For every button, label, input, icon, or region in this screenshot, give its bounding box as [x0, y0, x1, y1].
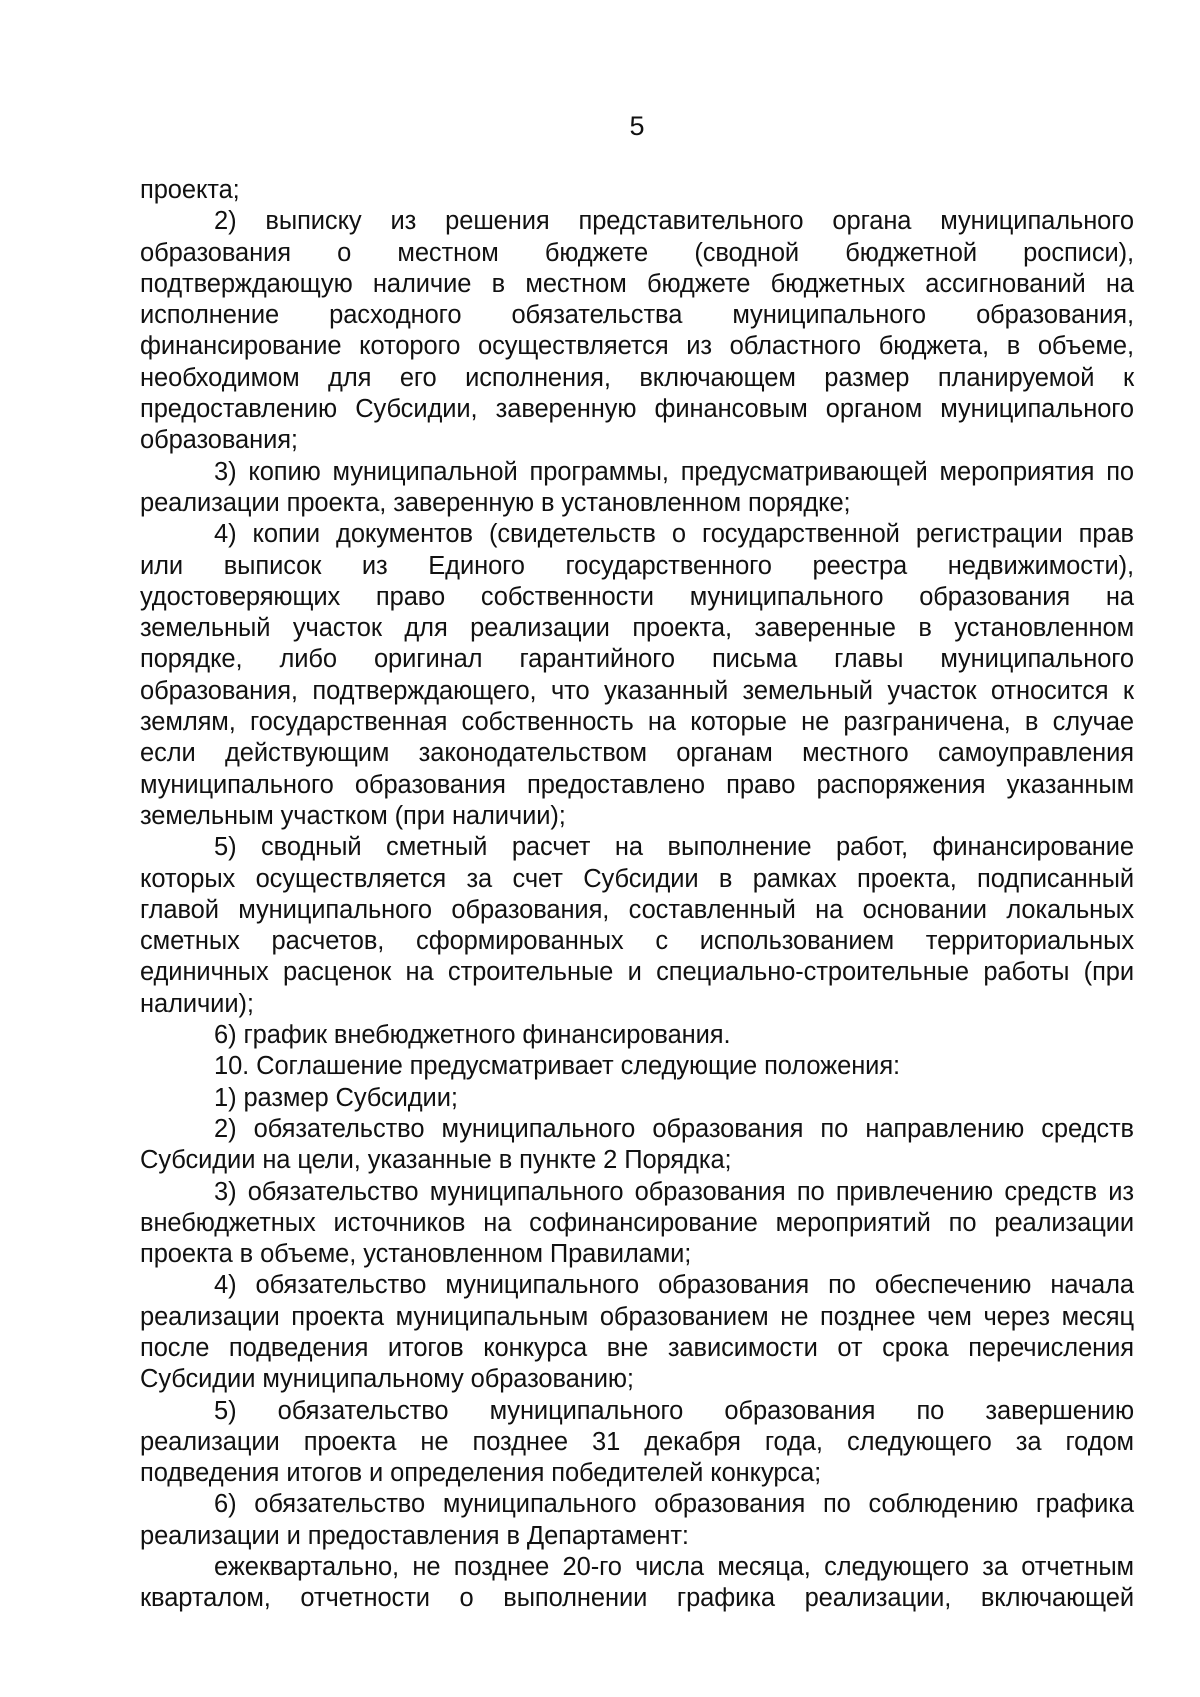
- text-line: подведения итогов и определения победителей конкурса;: [140, 1459, 822, 1488]
- text-line: после подведения итогов конкурса вне зависимости от срока перечисления: [140, 1333, 1134, 1362]
- text-line: 5) сводный сметный расчет на выполнение работ, финансирование: [214, 833, 1134, 862]
- text-line: 1) размер Субсидии;: [214, 1083, 458, 1112]
- text-line: наличии);: [140, 989, 254, 1018]
- text-line: которых осуществляется за счет Субсидии в рамках проекта, подписанный: [140, 864, 1134, 893]
- text-line: или выписок из Единого государственного реестра недвижимости),: [140, 551, 1134, 580]
- text-line: земельным участком (при наличии);: [140, 801, 566, 830]
- text-line: 4) копии документов (свидетельств о государственной регистрации прав: [214, 520, 1134, 549]
- text-line: 2) обязательство муниципального образования по направлению средств: [214, 1114, 1134, 1143]
- text-line: реализации проекта муниципальным образованием не позднее чем через месяц: [140, 1302, 1134, 1331]
- text-line: проекта в объеме, установленном Правилами;: [140, 1240, 692, 1269]
- text-line: 3) обязательство муниципального образования по привлечению средств из: [214, 1177, 1134, 1206]
- text-line: Субсидии на цели, указанные в пункте 2 Порядка;: [140, 1146, 732, 1175]
- text-line: единичных расценок на строительные и специально-строительные работы (при: [140, 958, 1134, 987]
- text-line: образования, подтверждающего, что указанный земельный участок относится к: [140, 676, 1134, 705]
- text-line: ежеквартально, не позднее 20-го числа месяца, следующего за отчетным: [214, 1553, 1134, 1582]
- text-line: Субсидии муниципальному образованию;: [140, 1365, 634, 1394]
- text-line: внебюджетных источников на софинансирование мероприятий по реализации: [140, 1208, 1134, 1237]
- text-line: кварталом, отчетности о выполнении графика реализации, включающей: [140, 1584, 1134, 1613]
- text-line: реализации проекта, заверенную в установленном порядке;: [140, 488, 851, 517]
- text-line: 6) график внебюджетного финансирования.: [214, 1021, 731, 1050]
- text-line: 10. Соглашение предусматривает следующие положения:: [214, 1052, 901, 1081]
- text-line: 2) выписку из решения представительного органа муниципального: [214, 207, 1134, 236]
- text-line: порядке, либо оригинал гарантийного письма главы муниципального: [140, 645, 1134, 674]
- text-line: финансирование которого осуществляется из областного бюджета, в объеме,: [140, 332, 1134, 361]
- text-line: необходимом для его исполнения, включающем размер планируемой к: [140, 363, 1134, 392]
- text-line: 4) обязательство муниципального образования по обеспечению начала: [214, 1271, 1134, 1300]
- text-line: муниципального образования предоставлено право распоряжения указанным: [140, 770, 1134, 799]
- text-line: если действующим законодательством органам местного самоуправления: [140, 739, 1134, 768]
- text-line: образования;: [140, 426, 298, 455]
- text-line: сметных расчетов, сформированных с использованием территориальных: [140, 927, 1134, 956]
- text-line: образования о местном бюджете (сводной бюджетной росписи),: [140, 238, 1134, 267]
- page-number: 5: [629, 111, 645, 141]
- text-line: предоставлению Субсидии, заверенную финансовым органом муниципального: [140, 395, 1134, 424]
- text-line: реализации и предоставления в Департамент:: [140, 1521, 689, 1550]
- document-body: [140, 175, 1134, 1615]
- text-line: 3) копию муниципальной программы, предусматривающей мероприятия по: [214, 457, 1134, 486]
- text-line: проекта;: [140, 176, 240, 204]
- text-line: реализации проекта не позднее 31 декабря года, следующего за годом: [140, 1427, 1134, 1456]
- text-line: исполнение расходного обязательства муниципального образования,: [140, 301, 1134, 330]
- text-line: 6) обязательство муниципального образования по соблюдению графика: [214, 1490, 1134, 1519]
- text-line: земельный участок для реализации проекта, заверенные в установленном: [140, 614, 1134, 643]
- text-line: главой муниципального образования, составленный на основании локальных: [140, 895, 1134, 924]
- text-line: подтверждающую наличие в местном бюджете бюджетных ассигнований на: [140, 269, 1134, 298]
- text-line: удостоверяющих право собственности муниципального образования на: [140, 582, 1134, 611]
- text-line: 5) обязательство муниципального образования по завершению: [214, 1396, 1134, 1425]
- text-line: землям, государственная собственность на которые не разграничена, в случае: [140, 708, 1134, 737]
